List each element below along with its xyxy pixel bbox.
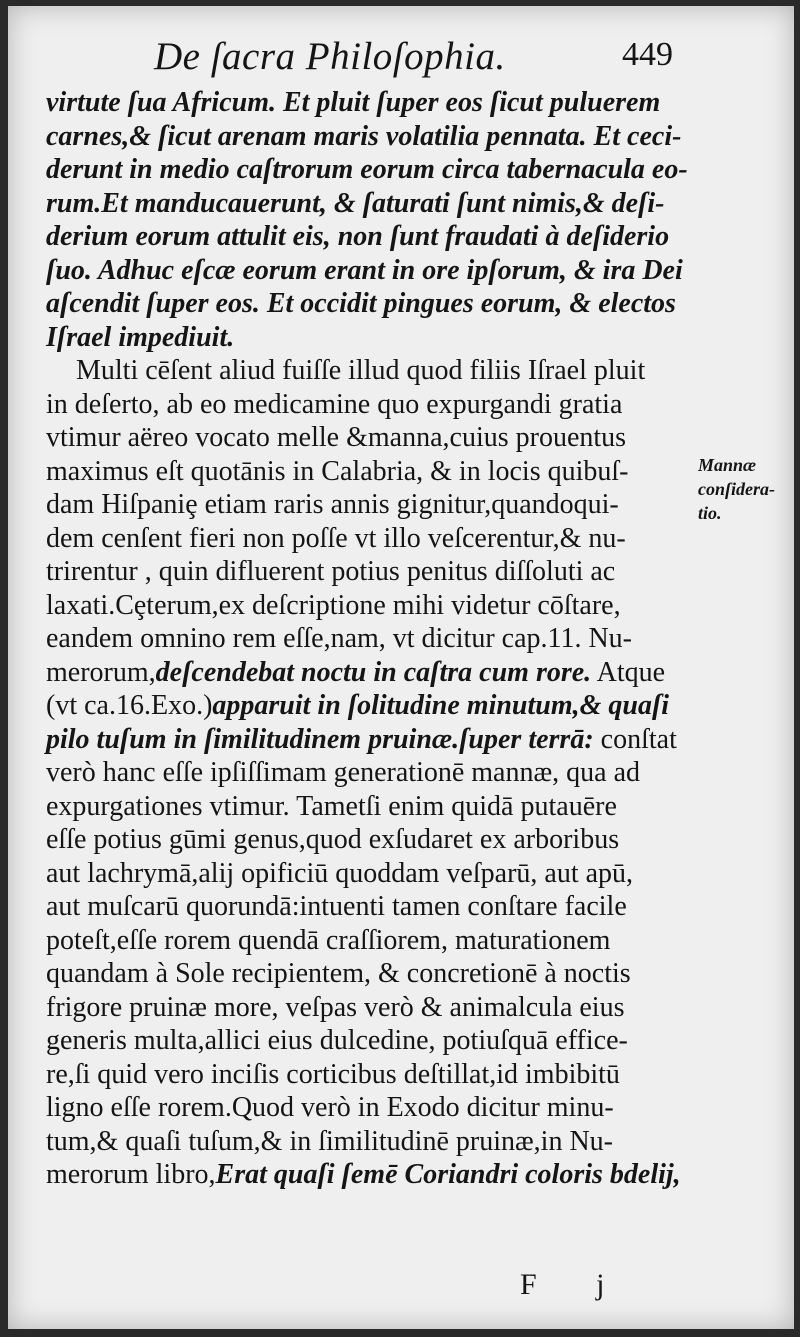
paragraph-line: poteſt,eſſe rorem quendā craſſiorem, maturationem (46, 924, 611, 956)
paragraph-line (46, 723, 690, 757)
paragraph-line: verò hanc eſſe ipſiſſimam generationē mannæ, qua ad (46, 757, 641, 788)
page-number: 449 (622, 36, 673, 73)
paragraph-line: laxati.Cȩterum,ex deſcriptione mihi videtur cōſtare, (46, 589, 621, 621)
paragraph-line: Multi cēſent aliud fuiſſe illud quod filiis Iſrael pluit (76, 355, 646, 386)
text-run: conſtat (593, 723, 677, 755)
quotation-run: Erat quaſi ſemē Coriandri coloris bdelij, (215, 1159, 681, 1190)
paragraph-line: aut lachrymā,alij opificiū quoddam veſparū, aut apū, (46, 857, 634, 889)
page-header (8, 34, 794, 84)
quotation-run: deſcendebat noctu in caſtra cum rore. (155, 656, 592, 688)
book-page (8, 6, 794, 1329)
paragraph-line: dam Hiſpaniȩ etiam raris annis gignitur,quandoqui- (46, 489, 619, 520)
paragraph-line (46, 689, 690, 723)
paragraph-line (46, 656, 690, 690)
margin-note-line: tio. (698, 503, 722, 523)
paragraph-line: trirentur , quin difluerent potius penitus diſſoluti ac (46, 556, 616, 587)
paragraph-line: dem cenſent fieri non poſſe vt illo veſcerentur,& nu- (46, 522, 626, 554)
margin-note-line: conſidera- (698, 479, 775, 499)
passage-line: derunt in medio caſtrorum eorum circa tabernacula eo- (46, 154, 688, 185)
paragraph-line: aut muſcarū quorundā:intuenti tamen conſtare facile (46, 891, 627, 922)
passage-line: derium eorum attulit eis, non ſunt fraudati à deſiderio (46, 221, 670, 252)
text-run: Atque (591, 656, 666, 688)
paragraph-line: in deſerto, ab eo medicamine quo expurgandi gratia (46, 388, 623, 420)
passage-line: carnes,& ſicut arenam maris volatilia pennata. Et ceci- (46, 120, 682, 152)
paragraph-line: expurgationes vtimur. Tametſi enim quidā putauēre (46, 790, 617, 822)
passage-line: virtute ſua Africum. Et pluit ſuper eos ſicut puluerem (46, 87, 661, 118)
paragraph-line: maximus eſt quotānis in Calabria, & in locis quibuſ- (46, 455, 629, 487)
passage-line: aſcendit ſuper eos. Et occidit pingues eorum, & electos (46, 288, 676, 319)
paragraph-line: frigore pruinæ more, veſpas verò & animalcula eius (46, 991, 625, 1023)
margin-note (698, 453, 794, 525)
text-run: merorum libro, (46, 1159, 216, 1190)
text-run: (vt ca.16.Exo.) (46, 690, 213, 721)
paragraph-line: tum,& quaſi tuſum,& in ſimilitudinē pruinæ,in Nu- (46, 1125, 613, 1157)
passage-line: Iſrael impediuit. (46, 321, 235, 353)
paragraph-line: ligno eſſe rorem.Quod verò in Exodo dicitur minu- (46, 1092, 614, 1123)
paragraph-line: re,ſi quid vero inciſis corticibus deſtillat,id imbibitū (46, 1058, 620, 1090)
signature-mark: F j (520, 1268, 631, 1301)
paragraph-line: eandem omnino rem eſſe,nam, vt dicitur cap.11. Nu- (46, 623, 633, 654)
body-text (46, 86, 690, 1192)
paragraph-line: quandam à Sole recipientem, & concretionē à noctis (46, 958, 631, 989)
passage-line: ſuo. Adhuc eſcæ eorum erant in ore ipſorum, & ira Dei (46, 254, 683, 286)
quotation-run: apparuit in ſolitudine minutum,& quaſi (212, 690, 670, 721)
running-head: De ſacra Philoſophia. (154, 35, 506, 78)
paragraph-line: eſſe potius gūmi genus,quod exſudaret ex arboribus (46, 824, 620, 855)
paragraph-line: generis multa,allici eius dulcedine, potiuſquā effice- (46, 1025, 628, 1056)
text-run: merorum, (46, 656, 156, 688)
paragraph-line: vtimur aëreo vocato melle &manna,cuius prouentus (46, 422, 627, 453)
passage-line: rum.Et manducauerunt, & ſaturati ſunt nimis,& deſi- (46, 187, 665, 219)
paragraph-line (46, 1158, 690, 1192)
margin-note-line: Mannæ (698, 455, 757, 475)
quotation-run: pilo tuſum in ſimilitudinem pruinæ.ſuper terrā: (46, 723, 594, 755)
